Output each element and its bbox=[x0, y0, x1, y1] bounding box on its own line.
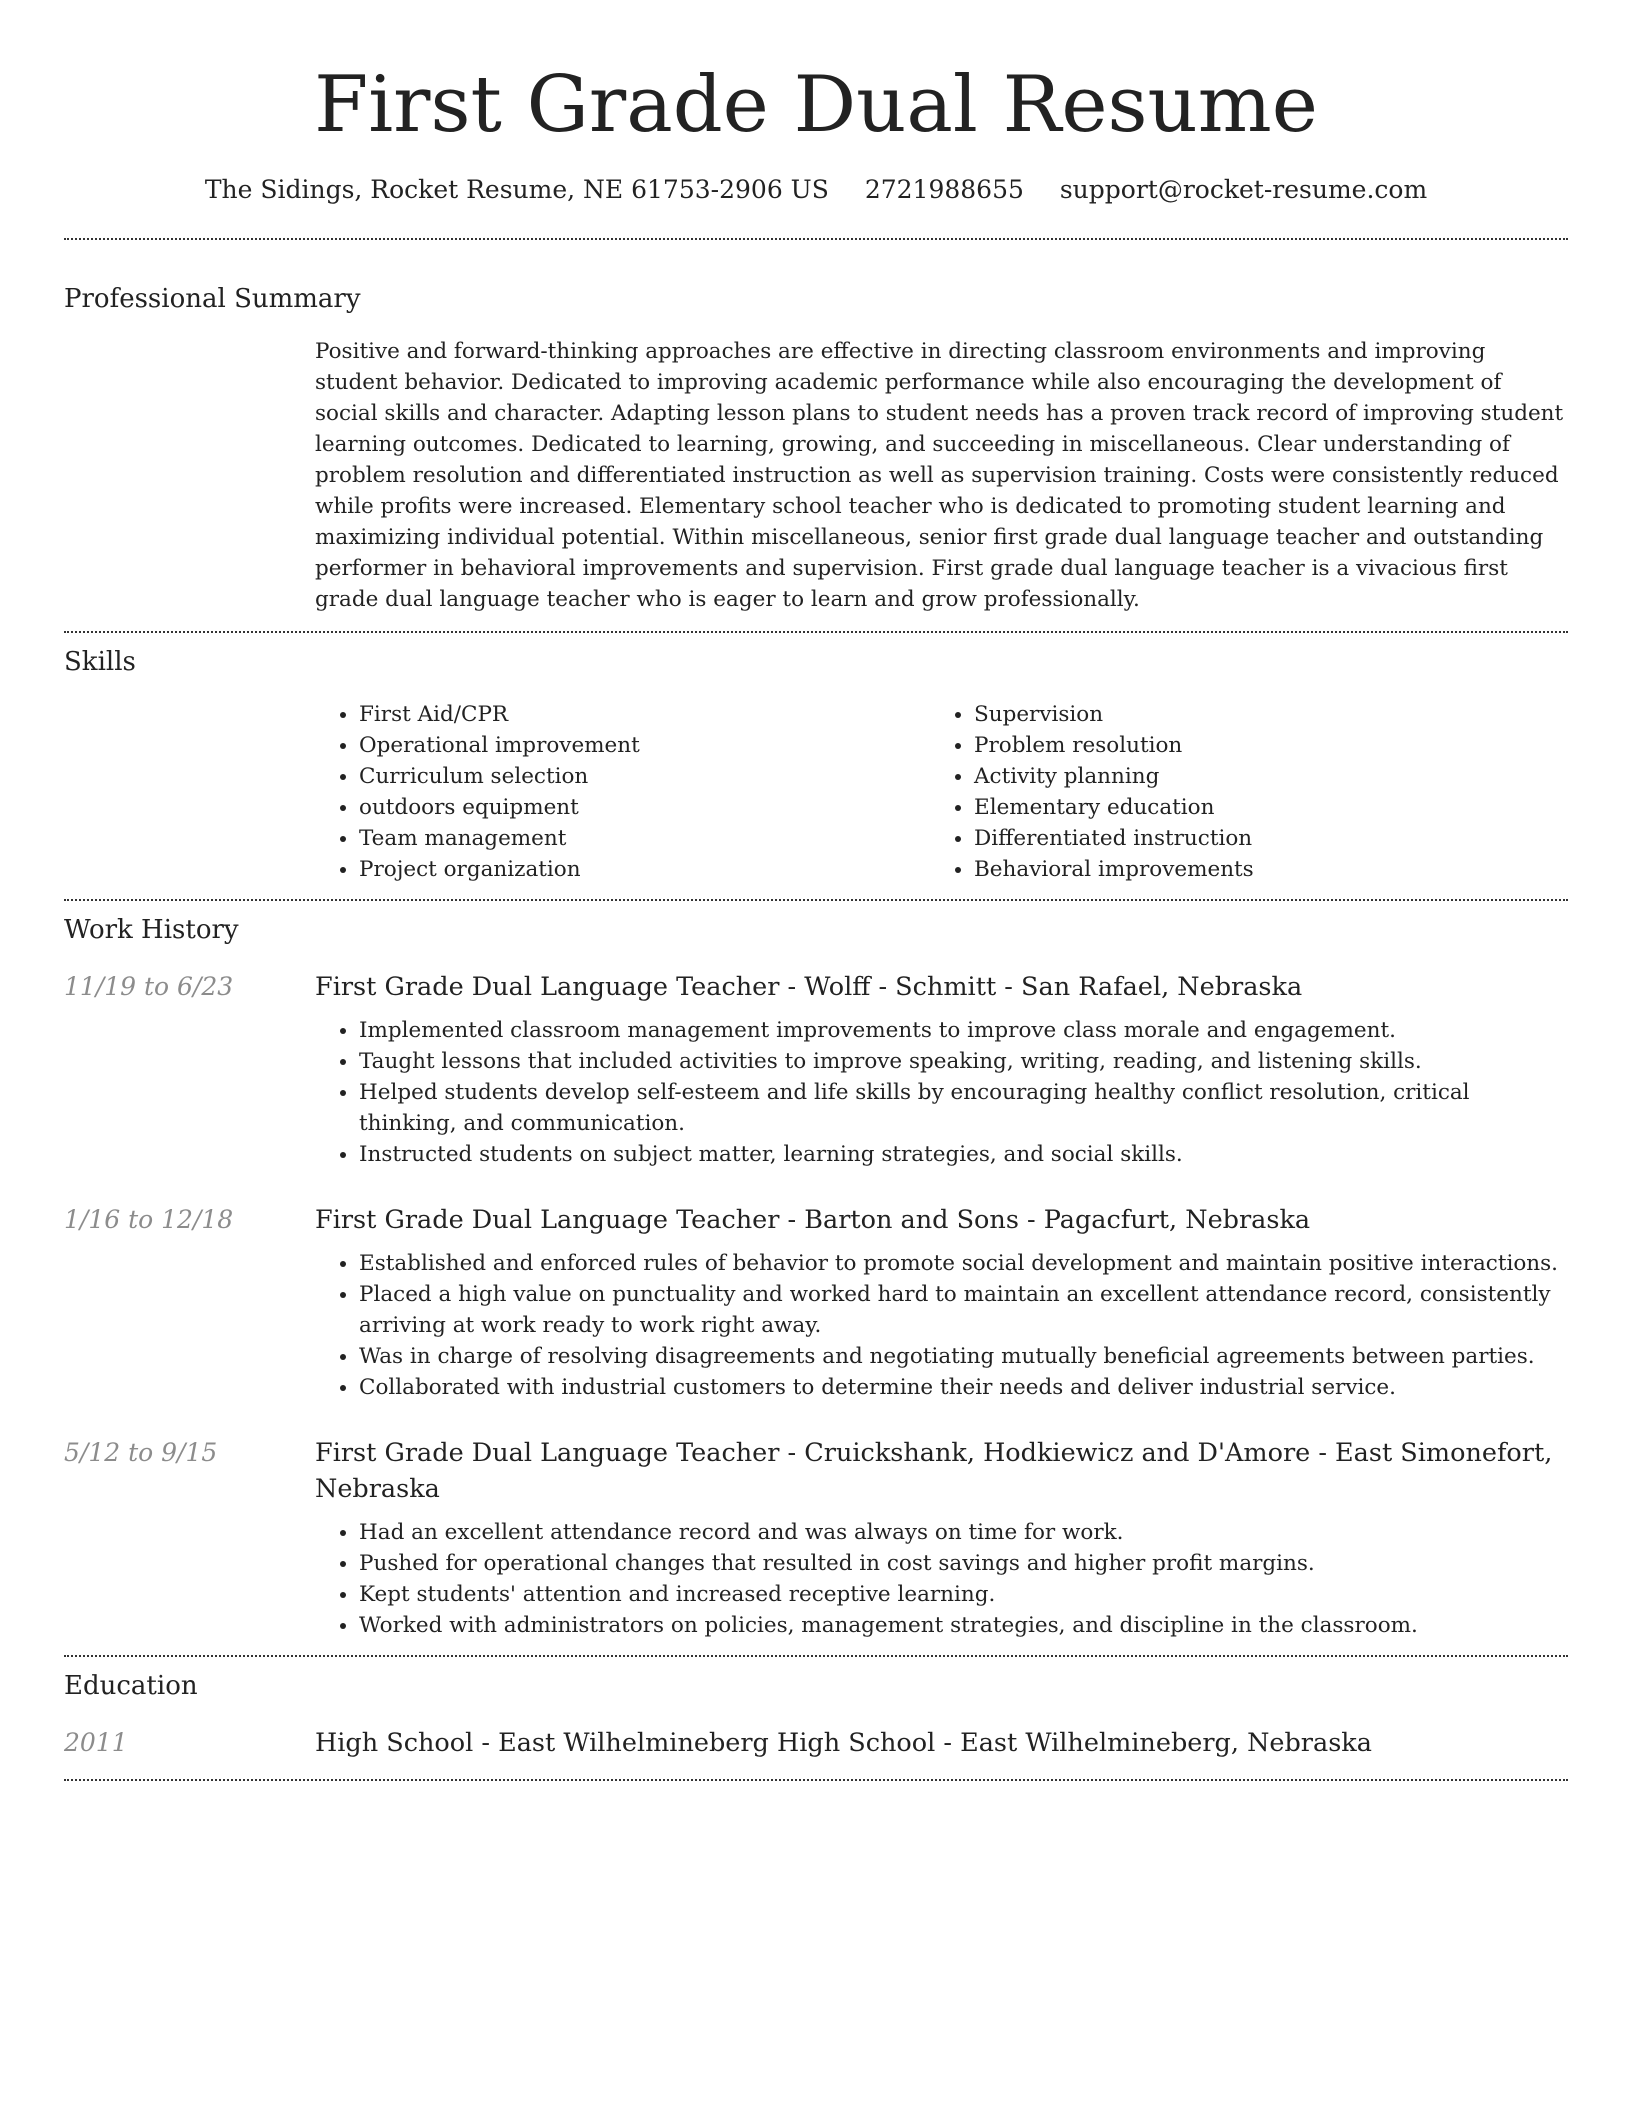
education-year: 2011 bbox=[64, 1728, 128, 1757]
job-entry bbox=[64, 1202, 1568, 1403]
job-bullet: • Taught lessons that included activities to improve speaking, writing, reading, and listening skills. bbox=[359, 1046, 1568, 1077]
skill-item: • First Aid/CPR bbox=[359, 699, 930, 730]
job-bullet: • Helped students develop self-esteem and life skills by encouraging healthy conflict resolution, critical thinking, and communication. bbox=[359, 1077, 1568, 1139]
job-bullet: • Collaborated with industrial customers to determine their needs and deliver industrial service. bbox=[359, 1372, 1568, 1403]
job-bullets bbox=[315, 1015, 1568, 1170]
skill-item: • Differentiated instruction bbox=[974, 823, 1545, 854]
skills-row bbox=[64, 679, 1568, 899]
skill-item: • Project organization bbox=[359, 854, 930, 885]
divider bbox=[64, 1779, 1568, 1781]
divider bbox=[64, 631, 1568, 633]
section-title-skills: Skills bbox=[64, 647, 136, 677]
skill-item: • Supervision bbox=[974, 699, 1545, 730]
skill-item: • Activity planning bbox=[974, 761, 1545, 792]
skill-item: • Behavioral improvements bbox=[974, 854, 1545, 885]
contact-line bbox=[64, 172, 1568, 208]
summary-text: Positive and forward-thinking approaches are effective in directing classroom environments and improving student behavior. Dedicated to improving academic performance while also encouraging the development of social skills and character. Adapting lesson plans to student needs has a proven track record of improving student learning outcomes. Dedicated to learning, growing, and succeeding in miscellaneous. Clear understanding of problem resolution and differentiated instruction as well as supervision training. Costs were consistently reduced while profits were increased. Elementary school teacher who is dedicated to promoting student learning and maximizing individual potential. Within miscellaneous, senior first grade dual language teacher and outstanding performer in behavioral improvements and supervision. First grade dual language teacher is a vivacious first grade dual language teacher who is eager to learn and grow professionally. bbox=[315, 339, 1564, 612]
education-entry bbox=[64, 1725, 1568, 1761]
skills-list-left bbox=[315, 699, 930, 885]
job-entry bbox=[64, 969, 1568, 1170]
contact-email: support@rocket-resume.com bbox=[1059, 175, 1428, 204]
job-heading: First Grade Dual Language Teacher - Wolff - Schmitt - San Rafael, Nebraska bbox=[315, 972, 1303, 1002]
job-heading: First Grade Dual Language Teacher - Barton and Sons - Pagacfurt, Nebraska bbox=[315, 1205, 1311, 1235]
resume-page bbox=[64, 0, 1568, 1781]
job-bullet: • Pushed for operational changes that resulted in cost savings and higher profit margins. bbox=[359, 1548, 1568, 1579]
job-bullet: • Worked with administrators on policies, management strategies, and discipline in the classroom. bbox=[359, 1610, 1568, 1641]
section-title-summary: Professional Summary bbox=[64, 284, 361, 314]
skills-list-right bbox=[930, 699, 1545, 885]
section-title-work: Work History bbox=[64, 915, 239, 945]
job-bullet: • Was in charge of resolving disagreements and negotiating mutually beneficial agreements between parties. bbox=[359, 1341, 1568, 1372]
skill-item: • Curriculum selection bbox=[359, 761, 930, 792]
job-dates: 5/12 to 9/15 bbox=[64, 1438, 218, 1467]
job-bullets bbox=[315, 1517, 1568, 1641]
contact-address: The Sidings, Rocket Resume, NE 61753-2906 US bbox=[204, 175, 829, 204]
education-heading: High School - East Wilhelmineberg High School - East Wilhelmineberg, Nebraska bbox=[315, 1728, 1372, 1758]
skill-item: • Problem resolution bbox=[974, 730, 1545, 761]
job-entry bbox=[64, 1435, 1568, 1641]
job-bullets bbox=[315, 1248, 1568, 1403]
divider bbox=[64, 899, 1568, 901]
skill-item: • Elementary education bbox=[974, 792, 1545, 823]
skill-item: • Operational improvement bbox=[359, 730, 930, 761]
job-bullet: • Kept students' attention and increased receptive learning. bbox=[359, 1579, 1568, 1610]
skills-grid bbox=[315, 699, 1568, 885]
job-bullet: • Established and enforced rules of behavior to promote social development and maintain positive interactions. bbox=[359, 1248, 1568, 1279]
job-bullet: • Instructed students on subject matter, learning strategies, and social skills. bbox=[359, 1139, 1568, 1170]
divider bbox=[64, 238, 1568, 240]
section-title-education: Education bbox=[64, 1671, 198, 1701]
job-bullet: • Implemented classroom management improvements to improve class morale and engagement. bbox=[359, 1015, 1568, 1046]
skill-item: • outdoors equipment bbox=[359, 792, 930, 823]
divider bbox=[64, 1655, 1568, 1657]
summary-row bbox=[64, 316, 1568, 631]
job-heading: First Grade Dual Language Teacher - Cruickshank, Hodkiewicz and D'Amore - East Simonefort, Nebraska bbox=[315, 1438, 1553, 1504]
contact-phone: 2721988655 bbox=[864, 175, 1024, 204]
job-dates: 11/19 to 6/23 bbox=[64, 972, 234, 1001]
resume-name: First Grade Dual Resume bbox=[314, 60, 1318, 150]
job-bullet: • Had an excellent attendance record and was always on time for work. bbox=[359, 1517, 1568, 1548]
job-dates: 1/16 to 12/18 bbox=[64, 1205, 234, 1234]
skill-item: • Team management bbox=[359, 823, 930, 854]
job-bullet: • Placed a high value on punctuality and worked hard to maintain an excellent attendance record, consistently arriving at work ready to work right away. bbox=[359, 1279, 1568, 1341]
